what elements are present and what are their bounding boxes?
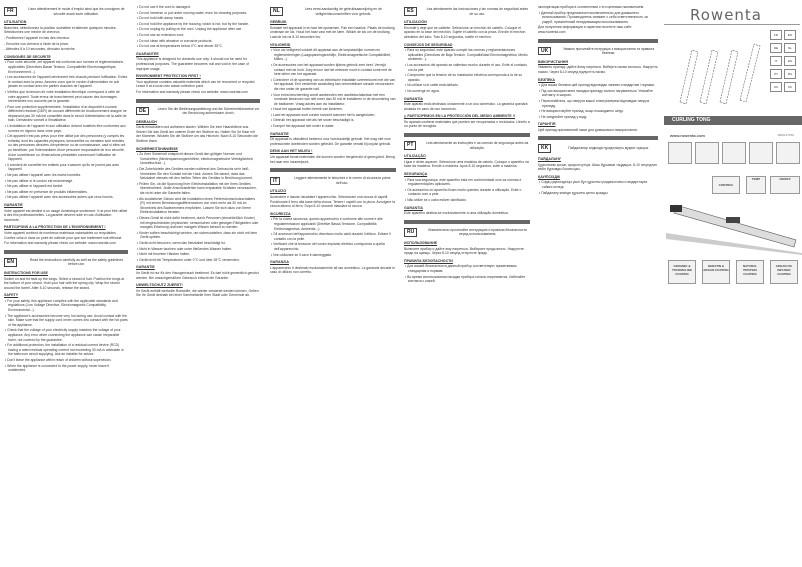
section-heading: ҚАУІПСІЗДІК: [538, 174, 561, 179]
section-heading: ¡¡ PARTICIPEMOS EN LA PROTECCIÓN DEL MEDIO AMBIENTE !!: [404, 114, 516, 119]
website-url[interactable]: www.rowenta.com: [670, 133, 705, 138]
list-item: • Os acessórios do aparelho ficam muito quentes durante a utilização. Evite o contacto com a pele.: [405, 187, 522, 197]
paragraph: Gerät einschalten und aufheizen lassen. Wählen Sie eine Haarsträhne aus. Setzen Sie das Gerät am unteren Ende der Strähne an. Halten Sie Ihr Haar mit der Klammer. Wickeln Sie die Strähne um das Heizrohr. Nach 8-10 Sekunden die Strähne lösen.: [136, 125, 258, 144]
section-heading: UMWELTSCHUTZ ZUERST!: [136, 283, 183, 288]
language-code: KK: [538, 144, 551, 153]
list-item: • Ne pas utiliser en présence de produits inflammables.: [5, 189, 88, 194]
list-item: • No sumergir en agua.: [405, 88, 440, 93]
language-header: [404, 228, 530, 237]
section-heading: SAFETY: [4, 293, 19, 298]
list-item: • De accessoires van het apparaat worden tijdens gebruik zeer heet. Vermijd contact met de huid. Zorg ervoor dat het netsnoer nooit in contact komt met de hete delen van het apparaat.: [271, 62, 392, 77]
paragraph: Включите прибор и дайте ему нагреться. Выберите прядь волос. Накрутите прядь на щипцы. Через 8-10 секунд отпустите прядь.: [404, 246, 524, 256]
list-item: • Ne pas utiliser si l'appareil est tombé.: [5, 184, 64, 189]
list-item: • Il convient de surveiller les enfants pour s'assurer qu'ils ne jouent pas avec l'appareil.: [5, 162, 120, 172]
list-item: • When the appliance is connected to the power supply, never leave it unattended.: [5, 363, 110, 373]
language-index-box: UK: [770, 82, 782, 92]
paragraph: Enchufe y deje que se caliente. Seleccione un mechón de cabello. Coloque el aparato en la base del mechón. Sujete el cabello con la pinza. Enrolle el mechón alrededor del tubo. Tras 8-10 segundos, suelte el mechón.: [404, 25, 526, 39]
paragraph: - Positionnez l'appareil en bas des cheveux.: [4, 35, 71, 40]
list-item: • Para su seguridad, este aparato cumple las normas y reglamentaciones aplicables (Directivas de Baja Tensión, Compatibilidad Electromagnética, Medio ambiente...).: [405, 48, 528, 62]
language-index-box: EN: [784, 30, 796, 40]
language-code: FR: [4, 7, 17, 16]
language-index-box: DE: [770, 43, 782, 53]
reference-number: 1800137150: [777, 133, 794, 137]
language-intro: Lea atentamente las instrucciones y las normas de seguridad antes de su uso.: [426, 7, 529, 16]
list-item: • Para sua segurança, este aparelho está em conformidade com as normas e regulamentações aplicáveis.: [405, 177, 522, 187]
list-item: • Los accesorios del aparato se calientan mucho durante el uso. Evite el contacto con la piel.: [405, 62, 528, 72]
paragraph: Цей прилад призначений лише для домашнього використання.: [538, 127, 638, 132]
paragraph: Accendere e lasciar riscaldare l'apparecchio. Selezionare una ciocca di capelli. Posizionare il ferro alla base della ciocca. Tenere i capelli con la pinza. Avvolgere la ciocca attorno al ferro. Dopo 8-10 secondi rilasciare la ciocca.: [270, 195, 396, 209]
paragraph: Switch on and let heat up the tongs. Select a strand of hair. Position the tongs at the bottom of your strand. Hold your hair with the spring clip. Wrap the strand around the barrel. After 8-10 seconds, release the strand.: [4, 276, 125, 290]
list-item: • Zu Ihrer Sicherheit entspricht dieses Gerät den gültigen Normen und Vorschriften (Niederspannungsrichtlinie, elektromagnetische Verträglichkeit, Umweltschutz...).: [137, 152, 254, 166]
list-item: • For your safety, this appliance complies with the applicable standards and regulations (Low Voltage Directive, Electromagnetic Compatibility, Environmental...).: [5, 298, 118, 313]
coating-feature-box: NATURAL PROTEIN COATING: [736, 260, 764, 284]
section-heading: ГАРАНТІЯ: [538, 122, 556, 127]
section-divider: [404, 220, 530, 224]
paragraph: - Attendez 8 à 10 secondes, déroulez la mèche.: [4, 47, 76, 52]
style-illustration-box: [749, 142, 773, 164]
curling-tong-sketch-icon: [670, 32, 768, 112]
section-divider: [404, 133, 530, 137]
onoff-box: ON/OFF: [770, 176, 800, 194]
coating-feature-box: KERATIN & ARGAN COATING: [702, 260, 730, 284]
section-heading: ПАЙДАЛАНУ: [538, 157, 561, 162]
paragraph: Votre appareil est destiné à un usage domestique seulement. Il ne peut être utilisé à des fins professionnelles. La garantie devient nulle en cas d'utilisation incorrecte.: [4, 208, 128, 222]
list-item: • Vérifiez que la tension de votre installation électrique correspond à celle de votre appareil. Toute erreur de branchement peut causer des dommages irréversibles non couverts par la garantie.: [5, 89, 120, 104]
section-heading: GEBRAUCH: [136, 119, 157, 124]
language-intro: Пайдаланар алдында нұсқаулықты мұқият оқыңыз.: [568, 146, 650, 151]
language-index-box: KK: [784, 82, 796, 92]
paragraph: For information and warranty please check our website: www.rowenta.com: [136, 89, 248, 94]
section-divider: [538, 39, 658, 43]
language-intro: Lees eerst aandachtig de gebruiksaanwijzing en de veiligheidsvoorschriften voor gebruik.: [304, 7, 382, 16]
list-item: • Не занурюйте прилад у воду.: [539, 114, 587, 119]
coating-feature-box: CERAMIC & TOURMALINE COATING: [668, 260, 696, 284]
section-divider: [4, 250, 128, 254]
section-heading: SICUREZZA: [270, 211, 291, 216]
paragraph: Құрылғыны қосып, қызуын күтіңіз. Шаш бұрымын таңдаңыз. 8-10 секундтан кейін бұрымды босатыңыз.: [538, 162, 657, 172]
list-item: • Prüfen Sie, ob die Spannung Ihrer Elektroinstallation mit der Ihres Gerätes übereinstimmt. Jeder Anschlussfehler kann irreparable Schäden verursachen, die nicht unter die Garantie fallen.: [137, 181, 257, 195]
language-intro: Leggere attentamente le istruzioni e le norme di sicurezza prima dell'uso.: [294, 176, 391, 185]
paragraph: Uw apparaat bevat materialen die kunnen worden hergebruikt of gerecycled. Breng het naar een inzamelpunt.: [270, 155, 395, 164]
cover-page: [662, 0, 802, 567]
section-heading: GARANTIA: [404, 205, 423, 210]
section-heading: INSTRUCTIONS FOR USE: [4, 270, 48, 275]
list-item: • Для вашої безпеки цей прилад відповідає чинним стандартам і нормам.: [539, 83, 655, 88]
section-heading: SICHERHEITSHINWEISE: [136, 146, 178, 151]
list-item: • Do not immerse or put under running water, even for cleaning purposes.: [137, 10, 248, 15]
list-item: • Check that the voltage of your electricity supply matches the voltage of your appliance. Any error when connecting the appliance can cause irreparable harm, not covered by the guarantee.: [5, 328, 121, 342]
language-code: PT: [404, 141, 416, 150]
list-item: • Compruebe que la tensión de su instalación eléctrica corresponda a la de su aparato.: [405, 73, 523, 82]
section-heading: UTILISATION: [4, 20, 27, 25]
list-item: • Пайдалану кезінде құрылғы қатты қызады.: [539, 190, 609, 195]
list-item: • Laat het apparaat nooit zonder toezicht wanneer het is aangesloten.: [271, 112, 376, 117]
style-illustration-box: [776, 142, 800, 164]
list-item: • Gebruik het apparaat niet als het snoer beschadigd is.: [271, 118, 355, 123]
section-heading: CONSEJOS DE SEGURIDAD: [404, 42, 453, 47]
list-item: • Do not use at temperatures below 0°C and above 35°C.: [137, 44, 223, 49]
list-item: • Do not hold the appliance by the housing, which is hot, but by the handle.: [137, 21, 250, 26]
list-item: • Сіздің қауіпсіздігіңіз үшін бұл құрылғы қолданыстағы стандарттарға сәйкес келеді.: [539, 180, 648, 190]
coating-feature-box: ARGAN OIL INFUSED COATING: [770, 260, 798, 284]
section-divider: [538, 136, 658, 140]
section-divider: [136, 99, 260, 103]
section-heading: GARANTIE: [136, 265, 155, 270]
list-item: • Voor uw veiligheid voldoet dit apparaat aan de toepasselijke normen en reglementeringen (Laagspanningsrichtlijn, Elektromagnetische Compatibiliteit, Milieu...).: [271, 48, 391, 62]
list-item: • Не використовуйте прилад, якщо пошкоджено шнур.: [539, 109, 624, 114]
language-index-box: ES: [784, 56, 796, 66]
list-item: • For additional protection, the installation of a residual current device (RCD) having a rated residual operating current not exceeding 30 mA is advisable in the bathroom circuit supplying. Ask an installer for advice.: [5, 343, 124, 357]
paragraph: Ligue e deixe aquecer. Seleccione uma madeixa de cabelo. Coloque o aparelho na base da madeixa. Enrole a madeixa. Após 8-10 segundos, solte a madeixa.: [404, 159, 529, 169]
paragraph: - Enroulez vos cheveux à l'aide de la pince.: [4, 41, 70, 46]
paragraph: Ihr Gerät ist nur für den Hausgebrauch bestimmt. Es darf nicht gewerblich genutzt werden. Bei unsachgemäßem Gebrauch erlischt die Garantie.: [136, 270, 259, 280]
section-heading: DENK AAN HET MILIEU !: [270, 149, 313, 154]
language-header: [404, 141, 530, 150]
list-item: • Pour votre sécurité, cet appareil est conforme aux normes et réglementations applicables (Directives Basse Tension, Compatibilité Electromagnétique, Environnement...).: [5, 60, 124, 74]
language-index-box: PT: [770, 69, 782, 79]
language-index-box: NL: [784, 43, 796, 53]
section-heading: ИСПОЛЬЗОВАНИЕ: [404, 240, 438, 245]
section-heading: UTILIZACIÓN: [404, 20, 427, 25]
language-code: IT: [270, 177, 280, 186]
language-header: [136, 107, 260, 116]
list-item: • Do not use if the cord is damaged.: [137, 5, 191, 9]
list-item: • Pour une protection supplémentaire, l'installation d'un dispositif à courant différentiel résiduel (DDR) de courant différentiel de fonctionnement assigné ne dépassant pas 30 mA est conseillée dans le circuit d'alimentation de la salle de bain. Demandez conseil à l'installateur.: [5, 104, 127, 123]
language-intro: Lesen Sie die Bedienungsanleitung und die Sicherheitshinweise vor der Benutzung aufmerksam durch.: [157, 106, 260, 116]
list-item: • Do not clean with abrasive or corrosive products.: [137, 38, 213, 43]
list-item: • Gerät nicht bei Temperaturen unter 0°C und über 35°C verwenden.: [137, 257, 240, 262]
list-item: • Als zusätzlicher Schutz wird die Installation eines Fehlerstromschutzschalters (FI) mit einem Bemessungsdifferenzstrom von nicht mehr als 30 mA im Stromkreis des Badezimmers empfohlen. Lassen Sie sich dazu von Ihrem Elektroinstallateur beraten.: [137, 196, 256, 215]
language-code: UK: [538, 47, 551, 56]
paragraph: Su aparato contiene materiales que pueden ser recuperados o reciclados. Llévelo a un punto de recogida.: [404, 119, 530, 129]
language-intro: Внимательно прочитайте инструкцию и правила безопасности перед использованием.: [428, 227, 527, 237]
temp-box: TEMP: [746, 176, 766, 194]
column-2: [136, 4, 260, 564]
section-heading: GUARANTEE: [136, 51, 159, 56]
language-index: [770, 30, 798, 92]
paragraph: Увімкніть прилад і дайте йому нагрітися. Виберіть пасмо волосся. Накрутіть пасмо. Через 8-10 секунд відпустіть пасмо.: [538, 65, 658, 74]
paragraph: Ihr Gerät enthält wertvolle Rohstoffe, die wieder verwertet werden können. Geben Sie Ihr Gerät deshalb bei einer Sammelstelle Ihrer Stadt oder Gemeinde ab.: [136, 288, 259, 298]
section-heading: БЕЗПЕКА: [538, 77, 556, 82]
column-5: [538, 4, 658, 564]
section-divider: [270, 168, 396, 172]
section-heading: GARANTIE: [4, 202, 23, 207]
paragraph: Your appliance contains valuable materials which can be recovered or recycled. Leave it at a local civic waste collection point.: [136, 79, 256, 89]
list-item: • L'installation de l'appareil et son utilisation doivent toutefois être conformes aux normes en vigueur dans votre pays.: [5, 124, 126, 133]
list-item: • Nicht in Wasser tauchen oder unter fließendes Wasser halten.: [137, 246, 233, 251]
column-3: [270, 4, 396, 564]
paragraph: Este aparato está destinado únicamente a un uso doméstico. La garantía quedará anulada en caso de uso incorrecto.: [404, 102, 528, 111]
paragraph: This appliance is designed for domestic use only. It should not be used for professional purposes. The guarantee becomes null and void in the case of improper usage.: [136, 57, 249, 71]
language-code: ES: [404, 7, 417, 16]
list-item: • Данный прибор предназначен исключительно для домашнего использования. Производитель снимает с себя ответственность за ущерб, причинённый ненадлежащим использованием.: [539, 10, 648, 24]
list-item: • Ne pas utiliser l'appareil avec des accessoires autres que ceux fournis.: [5, 195, 114, 200]
list-item: • Houd het apparaat buiten bereik van kinderen.: [271, 107, 343, 112]
brand-logo: Rowenta: [690, 6, 763, 24]
list-item: • Per la vostra sicurezza, questo apparecchio è conforme alle norme e alle regolamentazioni applicabili (Direttive Bassa Tensione, Compatibilità Elettromagnetica, Ambiente...).: [271, 217, 383, 231]
list-item: • Nicht mit feuchten Händen halten.: [137, 252, 191, 257]
language-intro: Leia atentamente as instruções e as normas de segurança antes da utilização.: [426, 141, 529, 150]
language-header: [538, 47, 658, 56]
divider: [664, 24, 800, 25]
list-item: • Під час використання насадки приладу сильно нагріваються. Уникайте контакту зі шкірою.: [539, 88, 653, 98]
list-item: • Dieses Gerät ist nicht dafür bestimmt, durch Personen (einschließlich Kinder) mit eingeschränkten physischen, sensorischen oder geistigen Fähigkeiten oder mangels Erfahrung und/oder mangels Wissen benutzt zu werden.: [137, 215, 259, 230]
paragraph: Schakel het apparaat in en laat het opwarmen. Pak een haarlok. Plaats de krultang onderaan de lok. Houd het haar vast met de klem. Wikkel de lok om de krultang. Laat de lok na 8-10 seconden los.: [270, 25, 395, 39]
paragraph: L'apparecchio è destinato esclusivamente all'uso domestico. La garanzia decade in caso di utilizzo non corretto.: [270, 265, 395, 275]
section-heading: CONSIGNES DE SECURITE: [4, 54, 51, 59]
list-item: • Don't leave the appliance within reach of children without supervision.: [5, 358, 112, 362]
section-heading: GARANZIA: [270, 260, 289, 265]
language-header: [270, 7, 396, 16]
list-item: • Для вашей безопасности данный прибор соответствует применимым стандартам и нормам.: [405, 264, 517, 273]
curling-tong-diagram-icon: [666, 195, 802, 255]
column-1: [4, 4, 128, 564]
language-intro: Уважно прочитайте інструкцію з використання та правила безпеки.: [563, 46, 655, 56]
list-item: • Gli accessori dell'apparecchio diventano molto caldi durante l'utilizzo. Evitare il contatto con la pelle.: [271, 232, 391, 241]
list-item: • Kinder sollten beaufsichtigt werden, um sicherzustellen, dass sie nicht mit dem Gerät spielen.: [137, 230, 258, 240]
language-index-box: IT: [770, 56, 782, 66]
list-item: • Ne pas utiliser l'appareil avec les mains humides.: [5, 173, 82, 177]
language-intro: Read the instructions carefully as well as the safety guidelines before use.: [29, 257, 124, 267]
language-header: [4, 258, 128, 267]
paragraph: Votre appareil contient de nombreux matériaux valorisables ou recyclables. Confiez celui-ci dans un point de collecte pour que son traitement soit effectué.: [4, 230, 123, 240]
list-item: • Dompel het apparaat niet onder in water.: [271, 124, 335, 129]
section-heading: VEILIGHEID: [270, 42, 291, 47]
list-item: • Les accessoires de l'appareil deviennent très chauds pendant l'utilisation. Evitez le contact avec la peau. Assurez-vous que le cordon d'alimentation ne soit jamais en contact avec les parties chaudes de l'appareil.: [5, 75, 128, 89]
section-heading: GARANTIE: [270, 131, 289, 136]
list-item: • Do not unplug by pulling on the cord. Unplug the appliance after use.: [137, 27, 243, 32]
paragraph: Branchez, sélectionnez la position souhaitée et attendre quelques minutes. Sélectionnez une mèche de cheveux.: [4, 25, 117, 35]
list-item: • Do not use an extension cord.: [137, 32, 185, 37]
language-index-box: RU: [784, 69, 796, 79]
section-heading: GEBRUIK: [270, 20, 287, 25]
list-item: • Во время использования насадки прибора сильно нагреваются. Избегайте контакта с кожей.: [405, 274, 526, 284]
language-intro: Lisez attentivement le mode d'emploi ainsi que les consignes de sécurité avant toute utilisation.: [28, 7, 125, 16]
language-header: [4, 7, 128, 16]
list-item: • Non utilizzare se il cavo è danneggiato.: [271, 252, 333, 257]
list-item: • Ne pas utiliser si le cordon est endommagé.: [5, 178, 74, 183]
language-header: [270, 176, 396, 185]
list-item: • Переконайтеся, що напруга вашої електромережі відповідає напрузі приладу.: [539, 98, 650, 108]
style-illustration-box: [722, 142, 746, 164]
language-code: DE: [136, 107, 149, 116]
list-item: • Não utilize se o cabo estiver danificado.: [405, 198, 467, 202]
section-heading: PARTICIPONS A LA PROTECTION DE L'ENVIRONNEMENT !: [4, 225, 106, 230]
style-illustration-box: [668, 142, 692, 164]
language-index-box: FR: [770, 30, 782, 40]
style-illustration-box: [695, 142, 719, 164]
list-item: • No utilizar si el cable está dañado.: [405, 83, 459, 88]
list-item: • Voor extra bescherming wordt aanbevolen een aardlekschakelaar met een nominale lekstroom van niet meer dan 30 mA te installeren in de stroomkring van de badkamer. Vraag advies aan uw installateur.: [271, 92, 396, 106]
paragraph: Este aparelho destina-se exclusivamente a uma utilização doméstica.: [404, 211, 509, 216]
paragraph: Dit apparaat is uitsluitend bestemd voor huishoudelijk gebruik. Het mag niet voor professionele doeleinden worden gebruikt. De garantie vervalt bij onjuist gebruik.: [270, 137, 392, 146]
section-heading: GARANTÍA: [404, 96, 423, 101]
language-header: [538, 144, 658, 153]
section-heading: ПРАВИЛА БЕЗОПАСНОСТИ: [404, 258, 453, 263]
section-heading: ENVIRONMENT PROTECTION FIRST !: [136, 74, 201, 79]
section-heading: ВИКОРИСТАННЯ: [538, 59, 568, 64]
section-heading: SEGURANÇA: [404, 172, 428, 177]
list-item: • Do not hold with damp hands.: [137, 16, 184, 21]
product-banner: CURLING TONG: [664, 116, 802, 125]
language-header: [404, 7, 530, 16]
language-code: EN: [4, 258, 17, 267]
list-item: • Verificare che la tensione del vostro impianto elettrico corrisponda a quella dell'apparecchio.: [271, 242, 385, 251]
language-code: RU: [404, 228, 417, 237]
language-code: NL: [270, 7, 283, 16]
control-box: CONTROL: [712, 176, 740, 194]
column-4: [404, 4, 530, 564]
section-heading: UTILIZAÇÃO: [404, 154, 426, 159]
paragraph: эксплуатации прибора в соответствии с его целевым назначением.: [538, 5, 645, 9]
paragraph: Для получения информации и гарантии посетите наш сайт: www.rowenta.com: [538, 25, 632, 34]
list-item: • The appliance's accessories become very hot during use. Avoid contact with the skin. Make sure that the supply cord never comes into contact with the hot parts of the appliance.: [5, 313, 128, 327]
list-item: • Gerät nicht benutzen, wenn das Netzkabel beschädigt ist.: [137, 240, 226, 245]
paragraph: For information and warranty please check our website: www.rowenta.com: [4, 241, 116, 246]
list-item: • Cet appareil n'est pas prévu pour être utilisé par des personnes (y compris les enfants) dont les capacités physiques, sensorielles ou mentales sont réduites, ou des personnes dénuées d'expérience ou de connaissance, sauf si elles ont pu bénéficier, par l'intermédiaire d'une personne responsable de leur sécurité, d'une surveillance ou d'instructions préalables concernant l'utilisation de l'appareil.: [5, 134, 126, 162]
section-heading: UTILIZZO: [270, 189, 287, 194]
list-item: • Controleer of de spanning van uw elektrische installatie overeenkomt met die van het apparaat. Een verkeerde aansluiting kan onherstelbare schade veroorzaken die niet onder de garantie valt.: [271, 77, 396, 91]
list-item: • Die Zubehörteile des Gerätes werden während des Gebrauchs sehr heiß. Vermeiden Sie den Kontakt mit der Haut. Achten Sie darauf, dass das Netzkabel niemals mit den heißen Teilen des Gerätes in Berührung kommt.: [137, 167, 253, 181]
